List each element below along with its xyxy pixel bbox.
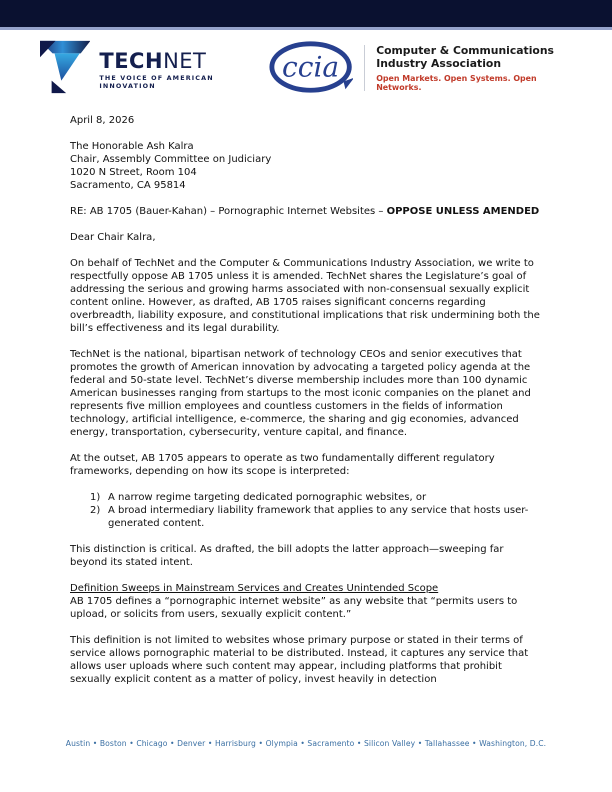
ccia-logo <box>268 40 578 96</box>
letter-body <box>70 114 542 699</box>
paragraph-intro: On behalf of TechNet and the Computer & Communications Industry Association, we write to respectfully oppose AB 1705 unless it is amended. TechNet shares the Legislature’s goal of addressing the serious and growing harms associated with non-consensual sexually explicit content online. However, as drafted, AB 1705 raises significant concerns regarding overbreadth, liability exposure, and constitutional implications that risk undermining both the bill’s effectiveness and its legal durability. <box>70 258 540 334</box>
ccia-logo-icon <box>268 40 353 96</box>
section-heading: Definition Sweeps in Mainstream Services and Creates Unintended Scope <box>70 583 439 594</box>
ccia-divider <box>364 45 365 91</box>
subject-line <box>70 205 542 218</box>
recipient-street: 1020 N Street, Room 104 <box>70 167 197 178</box>
recipient-address <box>70 140 542 192</box>
letter-date: April 8, 2026 <box>70 115 135 126</box>
subject-position: OPPOSE UNLESS AMENDED <box>386 206 540 217</box>
list-item <box>90 491 542 504</box>
list-item-number: 2) <box>90 505 101 516</box>
ccia-text-block <box>376 44 578 92</box>
paragraph-distinction: This distinction is critical. As drafted, the bill adopts the latter approach—sweeping far beyond its stated intent. <box>70 544 504 568</box>
list-item-text: A broad intermediary liability framework that applies to any service that hosts user-generated content. <box>108 505 529 529</box>
footer-cities: Austin • Boston • Chicago • Denver • Harrisburg • Olympia • Sacramento • Silicon Valley • Tallahassee • Washington, D.C. <box>65 739 547 748</box>
recipient-title: Chair, Assembly Committee on Judiciary <box>70 154 272 165</box>
ccia-org-line1: Computer & Communications <box>376 44 554 57</box>
technet-logo <box>40 40 268 94</box>
paragraph-about-technet: TechNet is the national, bipartisan network of technology CEOs and senior executives that promotes the growth of American innovation by advocating a targeted policy agenda at the federal and 50-state level. TechNet’s diverse membership includes more than 100 dynamic American businesses ranging from startups to the most iconic companies on the planet and represents five million employees and countless customers in the fields of information technology, artificial intelligence, e-commerce, the sharing and gig economies, advanced energy, transportation, cybersecurity, venture capital, and finance. <box>70 349 531 438</box>
ccia-mark-text: ccia <box>282 50 340 84</box>
technet-tagline: THE VOICE OF AMERICAN INNOVATION <box>99 74 214 90</box>
list-item-text: A narrow regime targeting dedicated pornographic websites, or <box>108 492 427 503</box>
technet-wordmark <box>99 51 268 90</box>
recipient-city: Sacramento, CA 95814 <box>70 180 186 191</box>
paragraph-definition: AB 1705 defines a “pornographic internet website” as any website that “permits users to upload, or solicits from users, sexually explicit content.” <box>70 596 518 620</box>
salutation: Dear Chair Kalra, <box>70 232 156 243</box>
ccia-tagline: Open Markets. Open Systems. Open Networks. <box>376 74 537 92</box>
subject-prefix: RE: AB 1705 (Bauer-Kahan) – Pornographic Internet Websites – <box>70 206 387 217</box>
technet-name <box>99 51 268 72</box>
technet-name-bold: TECH <box>99 49 164 73</box>
numbered-list <box>70 491 542 530</box>
list-item <box>90 504 542 530</box>
paragraph-frameworks: At the outset, AB 1705 appears to operate as two fundamentally different regulatory frameworks, depending on how its scope is interpreted: <box>70 453 495 477</box>
technet-logo-icon <box>40 40 90 94</box>
ccia-org-line2: Industry Association <box>376 57 502 70</box>
list-item-number: 1) <box>90 492 101 503</box>
header-bar <box>0 0 612 30</box>
paragraph-definition-scope: This definition is not limited to websites whose primary purpose or stated in their terms of service allows pornographic material to be distributed. Instead, it captures any service that allows user uploads where such content may appear, including platforms that prohibit sexually explicit content as a matter of policy, invest heavily in detection <box>70 635 529 685</box>
ccia-org-name <box>376 44 578 70</box>
recipient-name: The Honorable Ash Kalra <box>70 141 194 152</box>
technet-name-light: NET <box>163 49 207 73</box>
logo-row <box>40 40 578 96</box>
